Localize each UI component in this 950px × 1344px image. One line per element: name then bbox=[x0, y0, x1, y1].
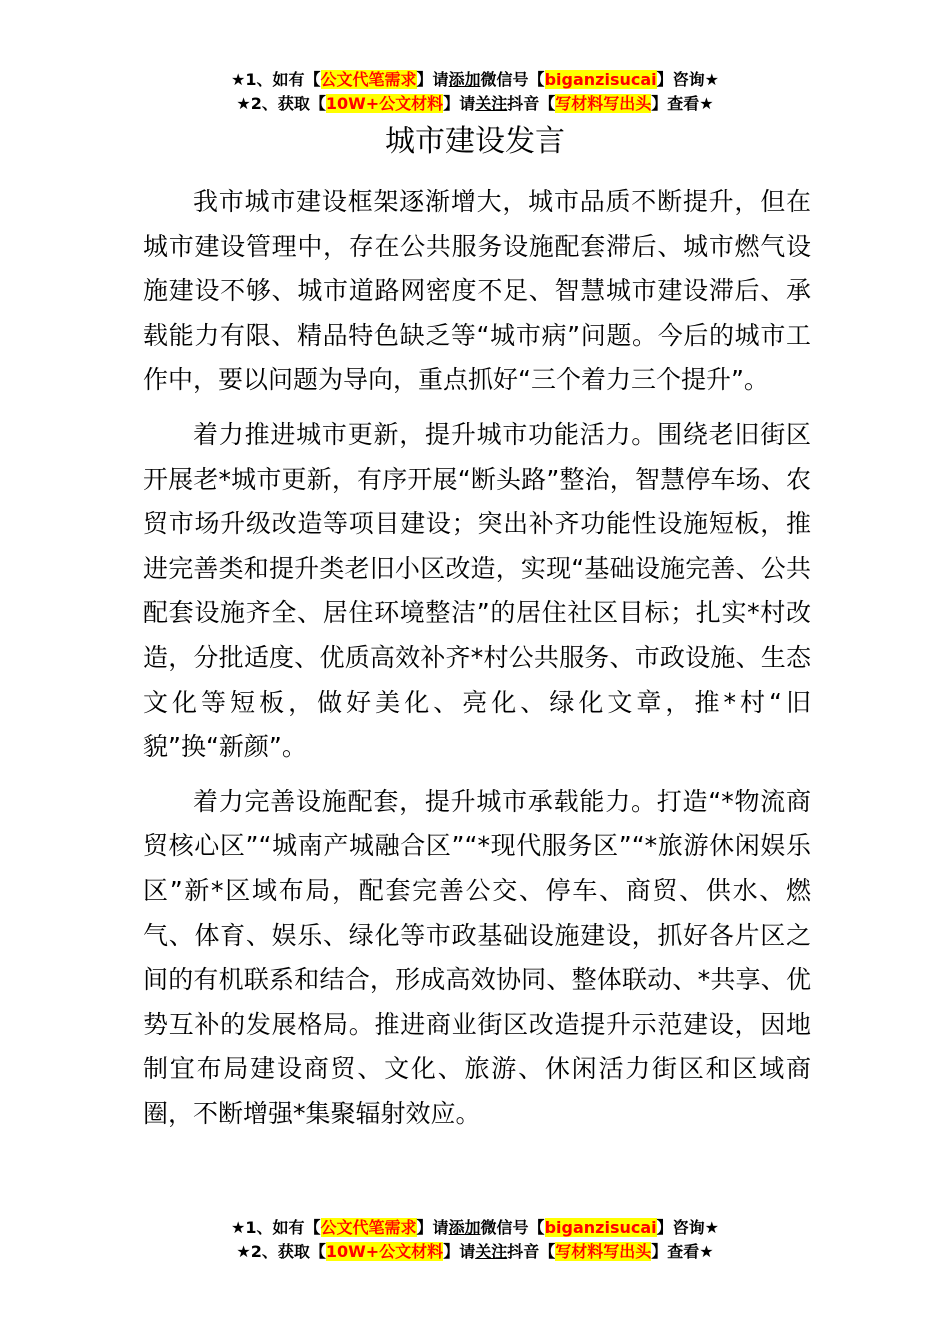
highlight-materials-count: 10W+公文材料 bbox=[325, 1242, 444, 1261]
highlight-ghostwriting-need: 公文代笔需求 bbox=[320, 1218, 417, 1237]
document-body bbox=[143, 180, 811, 1146]
underlined-follow: 关注 bbox=[475, 1242, 508, 1261]
footer-ad-banner bbox=[0, 1216, 950, 1264]
highlight-wechat-id: biganzisucai bbox=[544, 70, 657, 89]
footer-banner-line-1: ★1、如有【公文代笔需求】请添加微信号【biganzisucai】咨询★ bbox=[231, 1218, 719, 1237]
highlight-wechat-id: biganzisucai bbox=[544, 1218, 657, 1237]
paragraph-urban-renewal: 着力推进城市更新，提升城市功能活力。围绕老旧街区开展老*城市更新，有序开展“断头路”整治，智慧停车场、农贸市场升级改造等项目建设；突出补齐功能性设施短板，推进完善类和提升类老旧小区改造，实现“基础设施完善、公共配套设施齐全、居住环境整洁”的居住社区目标；扎实*村改造，分批适度、优质高效补齐*村公共服务、市政设施、生态文化等短板，做好美化、亮化、绿化文章，推*村“旧貌”换“新颜”。 bbox=[143, 419, 811, 762]
underlined-follow: 关注 bbox=[475, 94, 508, 113]
highlight-ghostwriting-need: 公文代笔需求 bbox=[320, 70, 417, 89]
underlined-add: 添加 bbox=[448, 70, 481, 89]
underlined-add: 添加 bbox=[448, 1218, 481, 1237]
paragraph-intro: 我市城市建设框架逐渐增大，城市品质不断提升，但在城市建设管理中，存在公共服务设施配套滞后、城市燃气设施建设不够、城市道路网密度不足、智慧城市建设滞后、承载能力有限、精品特色缺乏等“城市病”问题。今后的城市工作中，要以问题为导向，重点抓好“三个着力三个提升”。 bbox=[143, 187, 811, 395]
highlight-materials-count: 10W+公文材料 bbox=[325, 94, 444, 113]
header-banner-line-2: ★2、获取【10W+公文材料】请关注抖音【写材料写出头】查看★ bbox=[236, 94, 714, 113]
paragraph-facilities: 着力完善设施配套，提升城市承载能力。打造“*物流商贸核心区”“城南产城融合区”“*现代服务区”“*旅游休闲娱乐区”新*区域布局，配套完善公交、停车、商贸、供水、燃气、体育、娱乐、绿化等市政基础设施建设，抓好各片区之间的有机联系和结合，形成高效协同、整体联动、*共享、优势互补的发展格局。推进商业街区改造提升示范建设，因地制宜布局建设商贸、文化、旅游、休闲活力街区和区域商圈，不断增强*集聚辐射效应。 bbox=[143, 786, 811, 1128]
document-title: 城市建设发言 bbox=[385, 124, 565, 159]
header-banner-line-1: ★1、如有【公文代笔需求】请添加微信号【biganzisucai】咨询★ bbox=[231, 70, 719, 89]
header-ad-banner bbox=[0, 68, 950, 116]
highlight-douyin-account: 写材料写出头 bbox=[555, 94, 652, 113]
highlight-douyin-account: 写材料写出头 bbox=[555, 1242, 652, 1261]
footer-banner-line-2: ★2、获取【10W+公文材料】请关注抖音【写材料写出头】查看★ bbox=[236, 1242, 714, 1261]
